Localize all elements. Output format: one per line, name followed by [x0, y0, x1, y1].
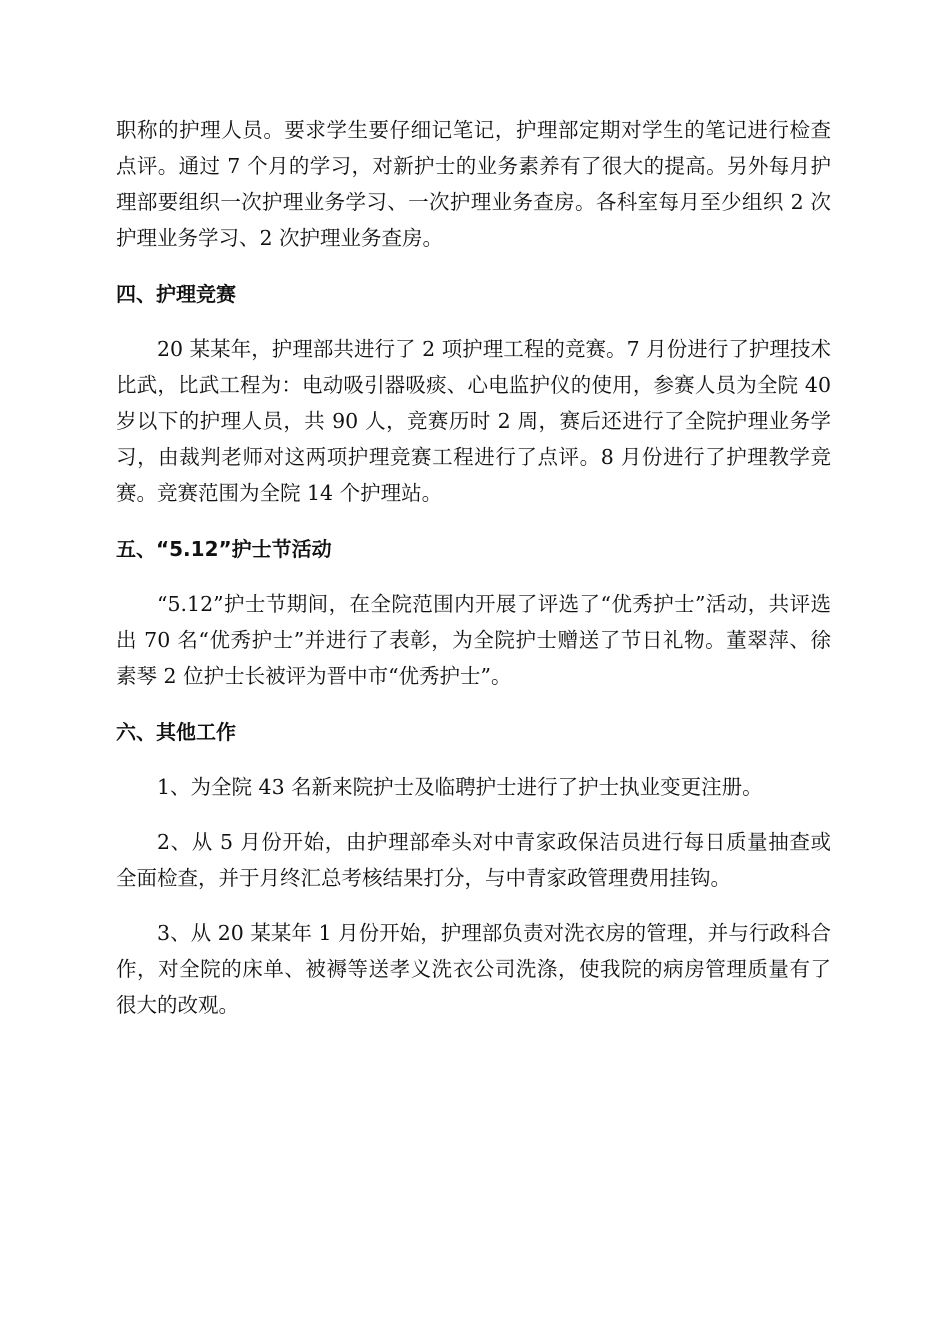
paragraph-other-work-2: 2、从 5 月份开始，由护理部牵头对中青家政保洁员进行每日质量抽查或全面检查，并于月终汇总考核结果打分，与中青家政管理费用挂钩。	[116, 830, 831, 890]
heading-other-work: 六、其他工作	[116, 720, 236, 744]
heading-nurses-day: 五、“5.12”护士节活动	[116, 537, 332, 561]
document-page	[116, 112, 831, 1023]
paragraph-other-work-1: 1、为全院 43 名新来院护士及临聘护士进行了护士执业变更注册。	[157, 775, 763, 799]
paragraph-training-summary: 职称的护理人员。要求学生要仔细记笔记，护理部定期对学生的笔记进行检查点评。通过 7 个月的学习，对新护士的业务素养有了很大的提高。另外每月护理部要组织一次护理业务学习、一次护理业务查房。各科室每月至少组织 2 次护理业务学习、2 次护理业务查房。	[116, 118, 831, 250]
paragraph-competition: 20 某某年，护理部共进行了 2 项护理工程的竞赛。7 月份进行了护理技术比武，比武工程为：电动吸引器吸痰、心电监护仪的使用，参赛人员为全院 40 岁以下的护理人员，共 90 人，竞赛历时 2 周，赛后还进行了全院护理业务学习，由裁判老师对这两项护理竞赛工程进行了点评。8 月份进行了护理教学竞赛。竞赛范围为全院 14 个护理站。	[116, 337, 831, 505]
heading-nursing-competition: 四、护理竞赛	[116, 282, 236, 306]
paragraph-nurses-day: “5.12”护士节期间，在全院范围内开展了评选了“优秀护士”活动，共评选出 70 名“优秀护士”并进行了表彰，为全院护士赠送了节日礼物。董翠萍、徐素琴 2 位护士长被评为晋中市“优秀护士”。	[116, 592, 831, 688]
paragraph-other-work-3: 3、从 20 某某年 1 月份开始，护理部负责对洗衣房的管理，并与行政科合作，对全院的床单、被褥等送孝义洗衣公司洗涤，使我院的病房管理质量有了很大的改观。	[116, 921, 831, 1017]
